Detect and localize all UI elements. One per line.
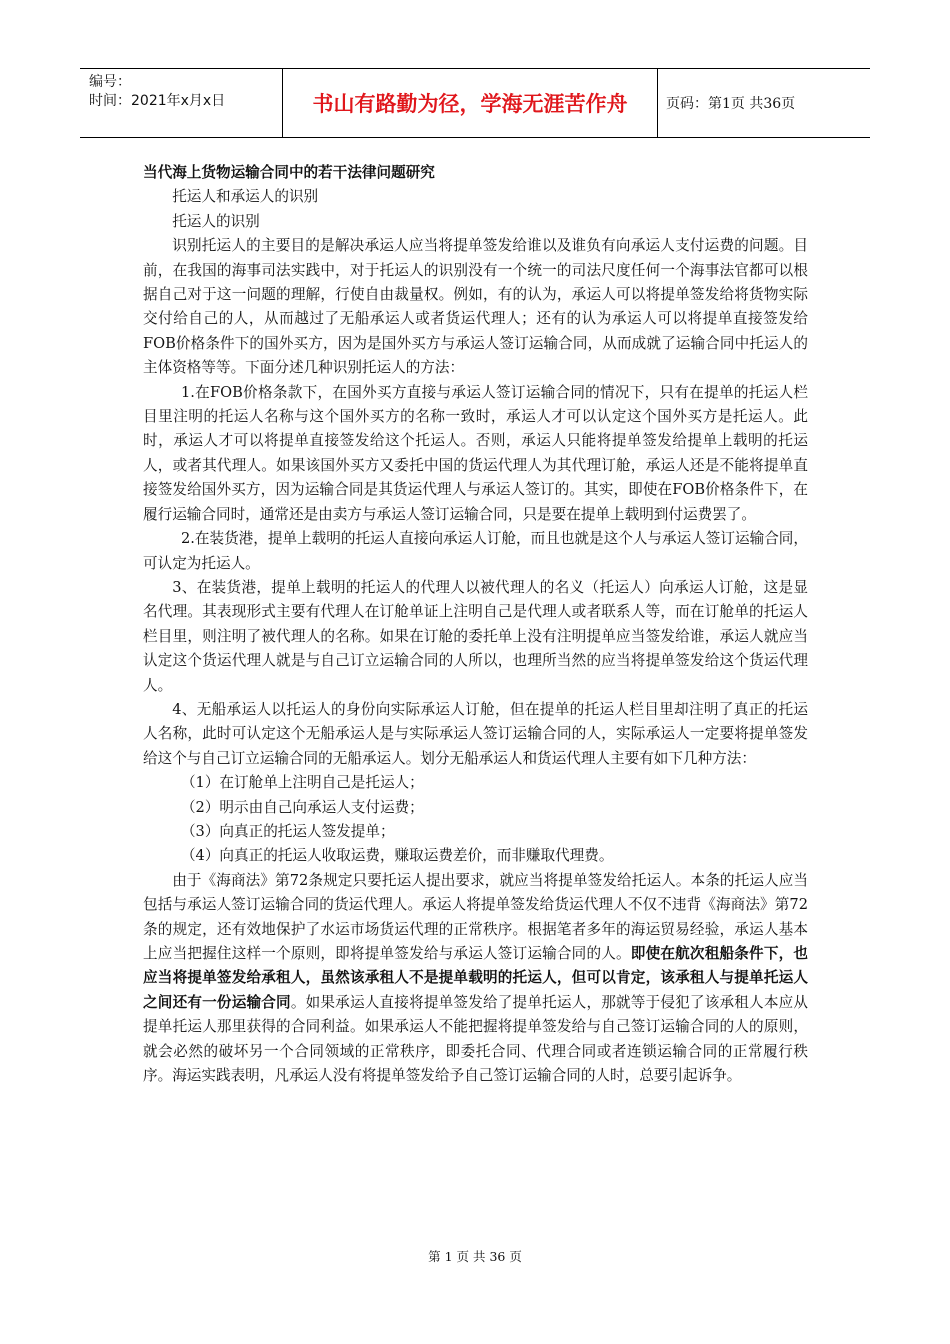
page-footer: 第 1 页 共 36 页	[428, 1249, 522, 1264]
header-motto: 书山有路勤为径，学海无涯苦作舟	[283, 69, 658, 137]
header-page-number: 页码：第1页 共36页	[666, 96, 796, 112]
subsection-heading: 托运人的识别	[172, 212, 260, 230]
doc-date-label: 时间：2021年x月x日	[89, 93, 226, 109]
paragraph-intro: 识别托运人的主要目的是解决承运人应当将提单签发给谁以及谁负有向承运人支付运费的问题。目前，在我国的海事司法实践中，对于托运人的识别没有一个统一的司法尺度任何一个海事法官都可以根据自己对于这一问题的理解，行使自由裁量权。例如，有的认为，承运人可以将提单签发给将货物实际交付给自己的人，从而越过了无船承运人或者货运代理人；还有的认为承运人可以将提单直接签发给FOB价格条件下的国外买方，因为是国外买方与承运人签订运输合同，从而成就了运输合同中托运人的主体资格等等。下面分述几种识别托运人的方法：	[143, 237, 808, 377]
conclusion-text-b: 。如果承运人直接将提单签发给了提单托运人，那就等于侵犯了该承租人本应从提单托运人那里获得的合同利益。如果承运人不能把握将提单签发给与自己签订运输合同的人的原则，就会必然的破坏另一个合同领域的正常秩序，即委托合同、代理合同或者连锁运输合同的正常履行秩序。海运实践表明，凡承运人没有将提单签发给予自己签订运输合同的人时，总要引起诉争。	[143, 993, 808, 1085]
paragraph-method-3: 3、在装货港，提单上载明的托运人的代理人以被代理人的名义（托运人）向承运人订舱，这是显名代理。其表现形式主要有代理人在订舱单证上注明自己是代理人或者联系人等，而在订舱单的托运人栏目里，则注明了被代理人的名称。如果在订舱的委托单上没有注明提单应当签发给谁，承运人就应当认定这个货运代理人就是与自己订立运输合同的人所以，也理所当然的应当将提单签发给这个货运代理人。	[143, 578, 808, 694]
list-item: （2）明示由自己向承运人支付运费；	[180, 798, 424, 816]
page-header	[80, 68, 870, 138]
paragraph-conclusion	[143, 869, 808, 1089]
list-item: （3）向真正的托运人签发提单；	[180, 822, 395, 840]
conclusion-text-a: 由于《海商法》第72条规定只要托运人提出要求，就应当将提单签发给托运人。本条的托运人应当包括与承运人签订运输合同的货运代理人。承运人将提单签发给货运代理人不仅不违背《海商法》第72条的规定，还有效地保护了水运市场货运代理的正常秩序。根据笔者多年的海运贸易经验，承运人基本上应当把握住这样一个原则，即将提单签发给与承运人签订运输合同的人。	[143, 871, 808, 962]
list-item: （1）在订舱单上注明自己是托运人；	[180, 774, 424, 792]
section-heading: 托运人和承运人的识别	[172, 188, 319, 206]
header-meta	[80, 69, 283, 137]
paragraph-method-1: 1.在FOB价格条款下，在国外买方直接与承运人签订运输合同的情况下，只有在提单的托运人栏目里注明的托运人名称与这个国外买方的名称一致时，承运人才可以认定这个国外买方是托运人。此时，承运人才可以将提单直接签发给这个托运人。否则，承运人只能将提单签发给提单上载明的托运人，或者其代理人。如果该国外买方又委托中国的货运代理人为其代理订舱，承运人还是不能将提单直接签发给国外买方，因为运输合同是其货运代理人与承运人签订的。其实，即使在FOB价格条件下，在履行运输合同时，通常还是由卖方与承运人签订运输合同，只是要在提单上载明到付运费罢了。	[143, 383, 808, 523]
document-body	[143, 161, 808, 1088]
paragraph-method-4: 4、无船承运人以托运人的身份向实际承运人订舱，但在提单的托运人栏目里却注明了真正的托运人名称，此时可认定这个无船承运人是与实际承运人签订运输合同的人，实际承运人一定要将提单签发给这个与自己订立运输合同的无船承运人。划分无船承运人和货运代理人主要有如下几种方法：	[143, 700, 808, 767]
list-item: （4）向真正的托运人收取运费，赚取运费差价，而非赚取代理费。	[180, 847, 614, 865]
paragraph-method-2: 2.在装货港，提单上载明的托运人直接向承运人订舱，而且也就是这个人与承运人签订运输合同，可认定为托运人。	[143, 530, 808, 572]
doc-number-label: 编号：	[89, 74, 131, 90]
document-title: 当代海上货物运输合同中的若干法律问题研究	[143, 164, 435, 181]
conclusion-bold-text: 即使在航次租船条件下，也应当将提单签发给承租人，虽然该承租人不是提单载明的托运人，但可以肯定，该承租人与提单托运人之间还有一份运输合同	[143, 945, 808, 1011]
